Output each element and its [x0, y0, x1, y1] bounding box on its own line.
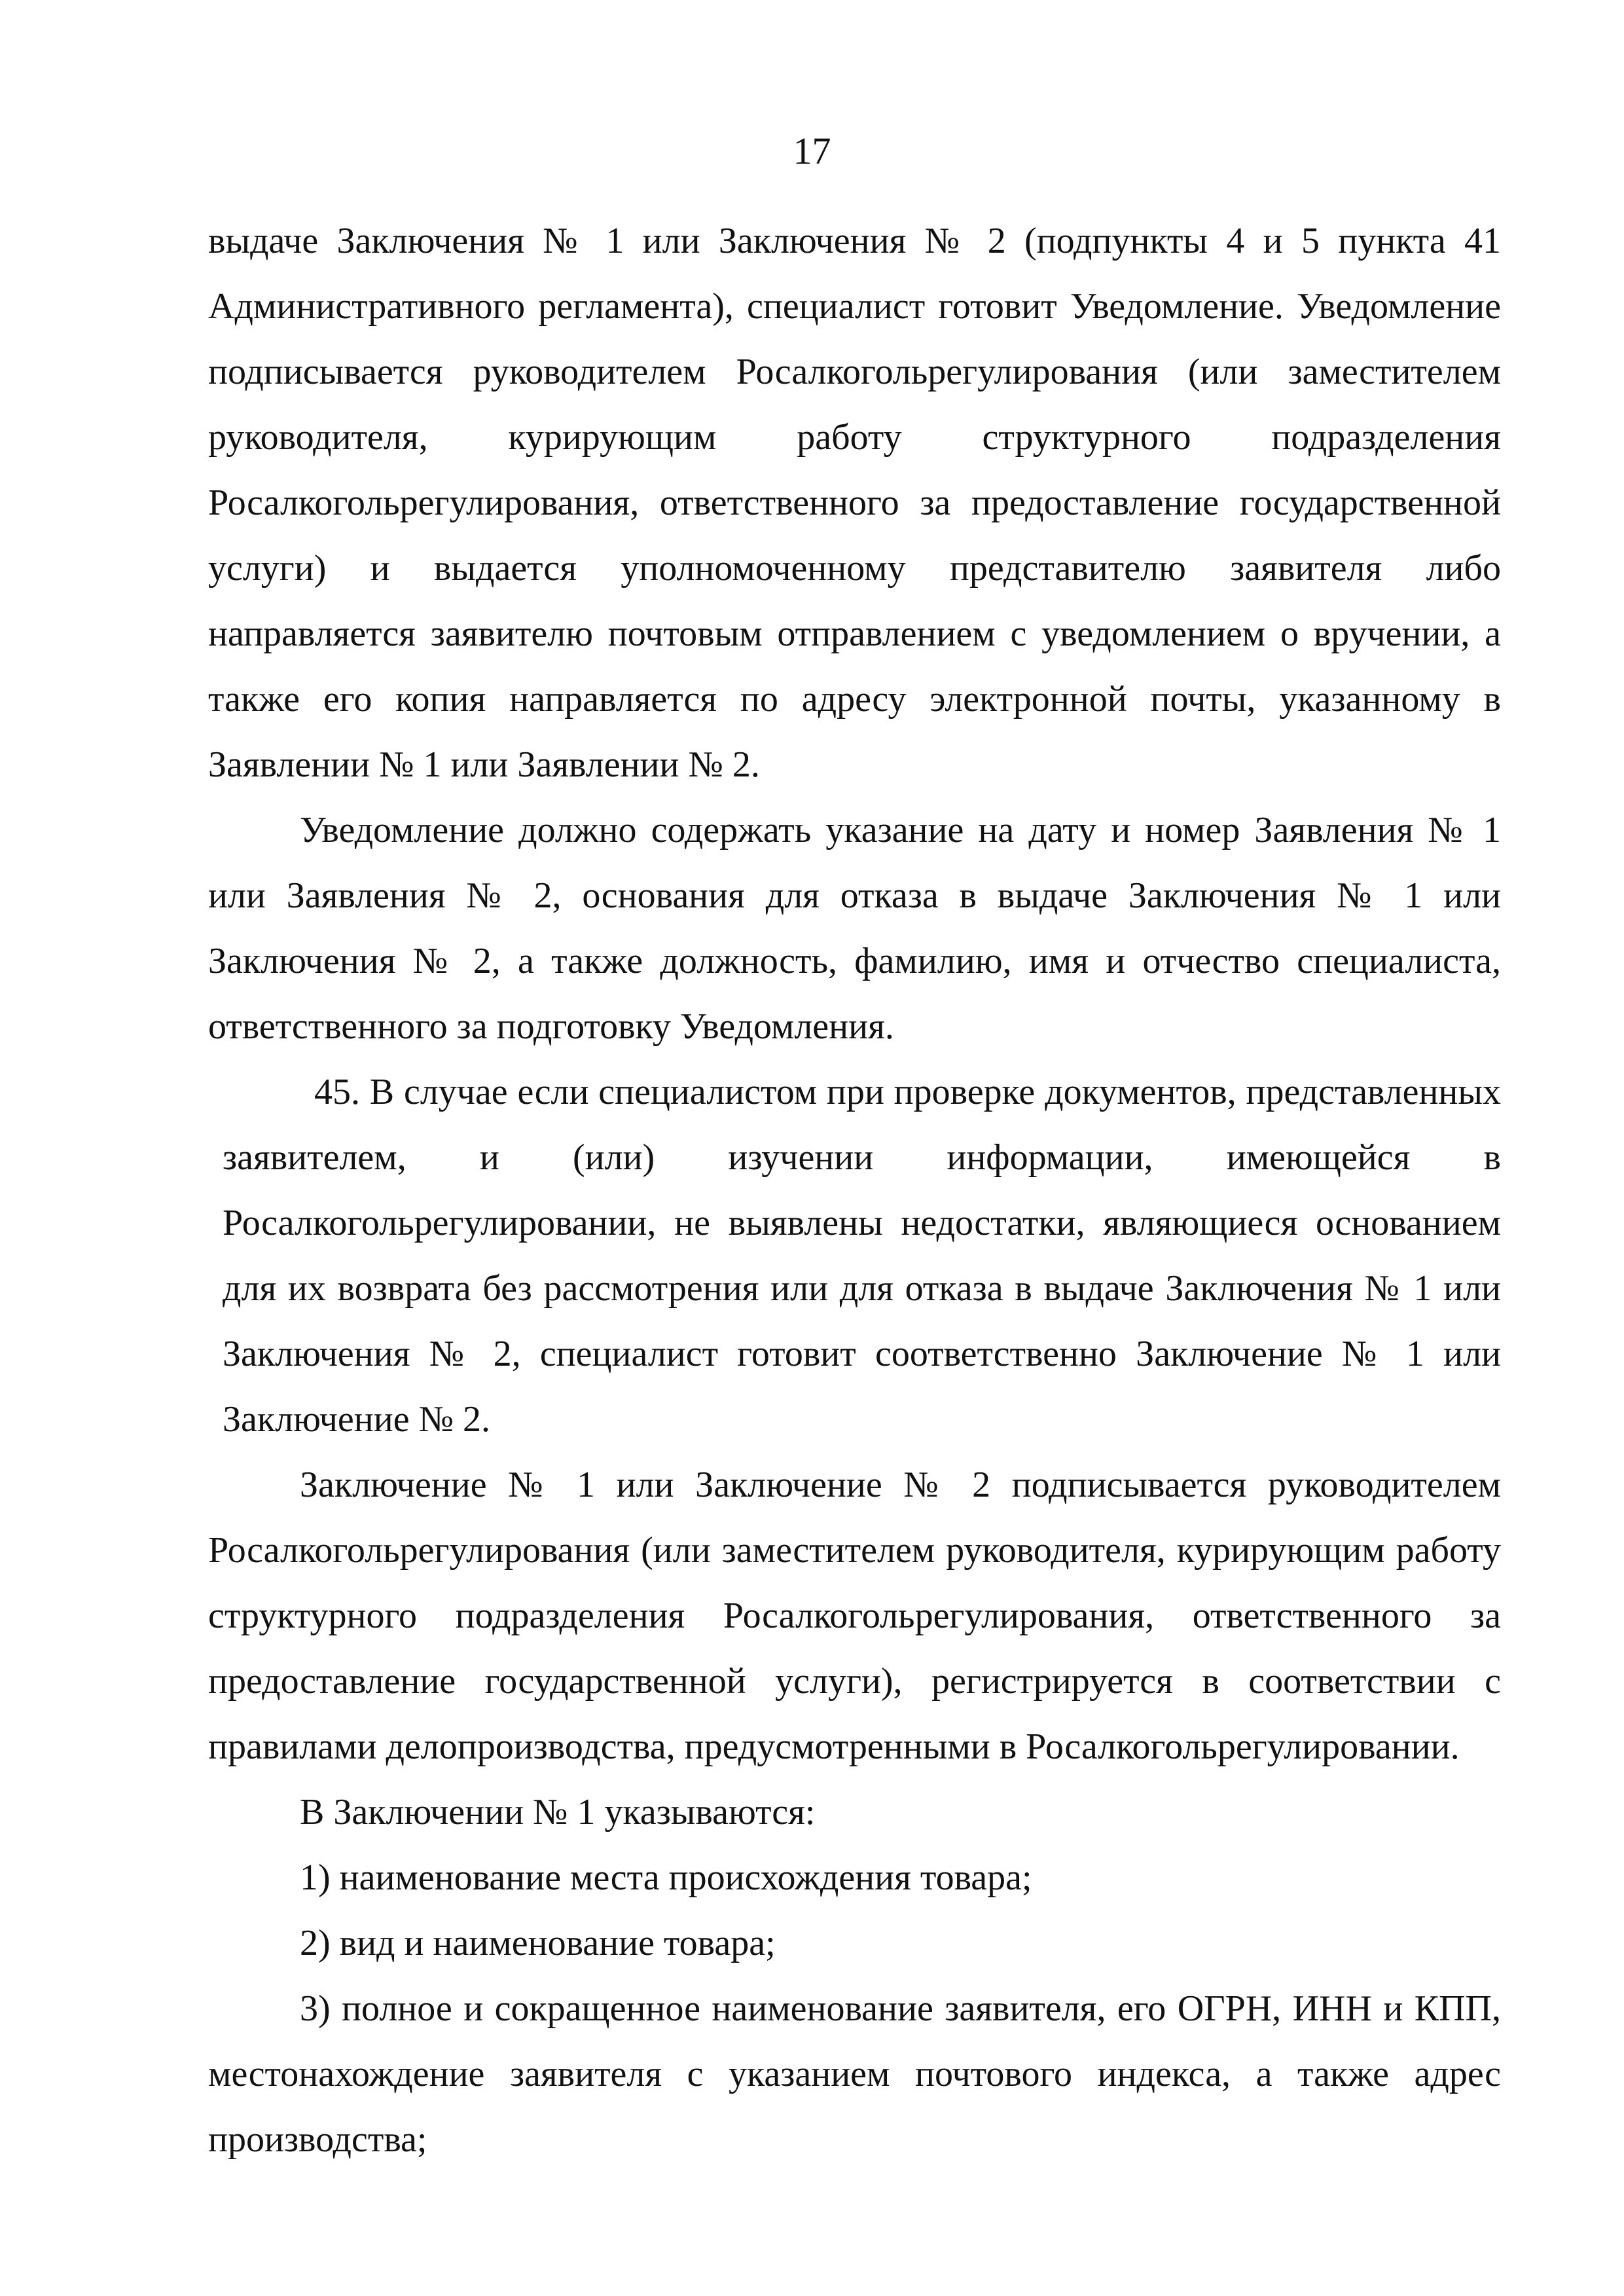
- list-item-2: 2) вид и наименование товара;: [300, 1923, 776, 1963]
- paragraph-conclusion-1-intro: В Заключении № 1 указываются:: [300, 1792, 816, 1832]
- paragraph-item-45: 45. В случае если специалистом при проверке документов, представленных заявителем, и (или) изучении информации, имеющейся в Росалкогольрегулировании, не выявлены недостатки, являющиеся основанием для их возврата без рассмотрения или для отказа в выдаче Заключения № 1 или Заключения № 2, специалист готовит соответственно Заключение № 1 или Заключение № 2.: [223, 1072, 1501, 1440]
- document-body: [208, 208, 1501, 2172]
- paragraph-conclusion-signing: Заключение № 1 или Заключение № 2 подписывается руководителем Росалкогольрегулирования (или заместителем руководителя, курирующим работу структурного подразделения Росалкогольрегулирования, ответственного за предоставление государственной услуги), регистрируется в соответствии с правилами делопроизводства, предусмотренными в Росалкогольрегулировании.: [208, 1465, 1501, 1767]
- list-item-3: 3) полное и сокращенное наименование заявителя, его ОГРН, ИНН и КПП, местонахождение заявителя с указанием почтового индекса, а также адрес производства;: [208, 1988, 1501, 2160]
- paragraph-notification-issue: выдаче Заключения № 1 или Заключения № 2 (подпункты 4 и 5 пункта 41 Административного регламента), специалист готовит Уведомление. Уведомление подписывается руководителем Росалкогольрегулирования (или заместителем руководителя, курирующим работу структурного подразделения Росалкогольрегулирования, ответственного за предоставление государственной услуги) и выдается уполномоченному представителю заявителя либо направляется заявителю почтовым отправлением с уведомлением о вручении, а также его копия направляется по адресу электронной почты, указанному в Заявлении № 1 или Заявлении № 2.: [208, 221, 1501, 785]
- list-item-1: 1) наименование места происхождения товара;: [300, 1857, 1032, 1898]
- paragraph-notification-content: Уведомление должно содержать указание на дату и номер Заявления № 1 или Заявления № 2, основания для отказа в выдаче Заключения № 1 или Заключения № 2, а также должность, фамилию, имя и отчество специалиста, ответственного за подготовку Уведомления.: [208, 810, 1501, 1047]
- page-number: 17: [793, 130, 831, 172]
